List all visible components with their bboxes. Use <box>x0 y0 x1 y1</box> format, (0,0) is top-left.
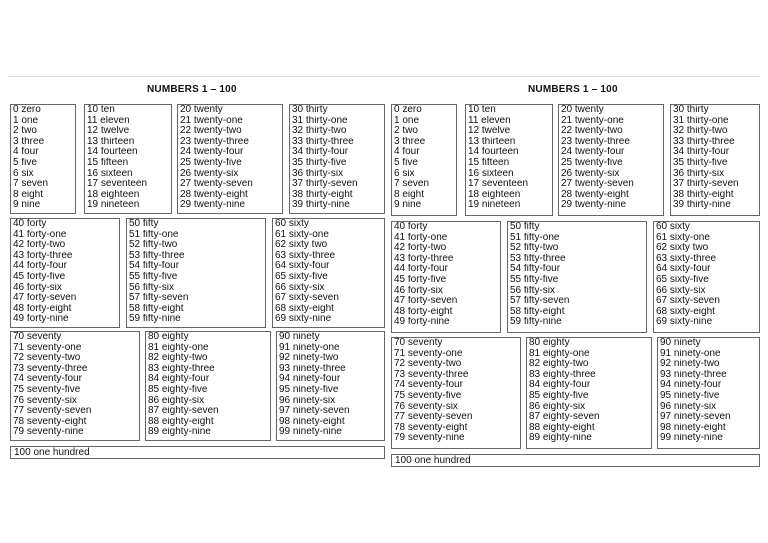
number-line: 29 twenty-nine <box>561 200 627 211</box>
number-line: 14 fourteen <box>468 147 519 158</box>
number-line: 19 nineteen <box>468 200 521 211</box>
number-line: 80 eighty <box>148 332 189 342</box>
sheet-title: NUMBERS 1 – 100 <box>147 84 237 95</box>
group-70-79 <box>10 331 140 441</box>
sheet-title: NUMBERS 1 – 100 <box>528 84 618 95</box>
number-line: 98 ninety-eight <box>660 422 726 433</box>
number-line: 31 thirty-one <box>673 115 729 126</box>
number-line: 15 fifteen <box>468 157 510 168</box>
number-line: 31 thirty-one <box>292 115 348 126</box>
number-line: 81 eighty-one <box>148 342 209 353</box>
number-line: 47 forty-seven <box>13 293 77 304</box>
number-line: 1 one <box>13 115 39 126</box>
number-line: 90 ninety <box>660 338 701 348</box>
group-10-19 <box>465 104 553 216</box>
number-line: 92 ninety-two <box>279 353 339 364</box>
number-line: 27 twenty-seven <box>180 179 253 190</box>
number-line: 30 thirty <box>292 105 328 115</box>
number-line: 76 seventy-six <box>13 395 77 406</box>
group-70-79 <box>391 337 521 449</box>
number-line: 11 eleven <box>468 115 511 126</box>
number-line: 13 thirteen <box>87 136 135 147</box>
number-line: 54 fifty-four <box>510 264 561 275</box>
number-line: 68 sixty-eight <box>656 306 715 317</box>
number-line: 96 ninety-six <box>660 401 717 412</box>
number-line: 92 ninety-two <box>660 359 720 370</box>
number-line: 51 fifty-one <box>510 232 560 243</box>
number-line: 89 eighty-nine <box>148 427 211 438</box>
number-line: 75 seventy-five <box>13 384 81 395</box>
number-line: 73 seventy-three <box>394 369 469 380</box>
number-line: 47 forty-seven <box>394 296 458 307</box>
number-line: 88 eighty-eight <box>529 422 595 433</box>
number-line: 97 ninety-seven <box>279 406 350 417</box>
number-line: 16 sixteen <box>468 168 514 179</box>
number-line: 29 twenty-nine <box>180 200 246 211</box>
number-line: 85 eighty-five <box>148 384 208 395</box>
number-line: 57 fifty-seven <box>510 296 570 307</box>
number-line: 2 two <box>394 126 418 137</box>
number-line: 71 seventy-one <box>13 342 82 353</box>
number-line: 20 twenty <box>561 105 604 115</box>
number-line: 53 fifty-three <box>510 253 566 264</box>
number-line: 44 forty-four <box>394 264 448 275</box>
number-line: 85 eighty-five <box>529 390 589 401</box>
number-line: 86 eighty-six <box>529 401 586 412</box>
number-line: 1 one <box>394 115 420 126</box>
number-line: 28 twenty-eight <box>180 189 248 200</box>
number-line: 52 fifty-two <box>510 243 559 254</box>
number-line: 68 sixty-eight <box>275 303 334 314</box>
group-40-49 <box>391 221 501 333</box>
number-line: 8 eight <box>13 189 44 200</box>
number-line: 74 seventy-four <box>394 380 463 391</box>
number-line: 23 twenty-three <box>180 136 249 147</box>
number-line: 48 forty-eight <box>13 303 72 314</box>
group-0-9 <box>391 104 457 216</box>
number-line: 77 seventy-seven <box>13 406 92 417</box>
number-line: 95 ninety-five <box>279 384 339 395</box>
number-line: 80 eighty <box>529 338 570 348</box>
number-line: 87 eighty-seven <box>148 406 219 417</box>
number-line: 44 forty-four <box>13 261 67 272</box>
number-line: 6 six <box>13 168 34 179</box>
number-line: 40 forty <box>394 222 428 232</box>
number-line: 63 sixty-three <box>656 253 717 264</box>
number-line: 49 forty-nine <box>394 317 450 328</box>
number-line: 66 sixty-six <box>275 282 325 293</box>
number-line: 78 seventy-eight <box>13 416 87 427</box>
number-line: 77 seventy-seven <box>394 412 473 423</box>
number-line: 26 twenty-six <box>561 168 620 179</box>
number-line: 65 sixty-five <box>275 271 328 282</box>
number-line: 35 thirty-five <box>673 157 728 168</box>
group-40-49 <box>10 218 120 328</box>
number-line: 42 forty-two <box>394 243 447 254</box>
number-line: 10 ten <box>87 105 115 115</box>
group-80-89 <box>145 331 271 441</box>
group-20-29 <box>177 104 283 214</box>
group-60-69 <box>653 221 760 333</box>
number-line: 93 ninety-three <box>660 369 727 380</box>
number-line: 33 thirty-three <box>673 136 735 147</box>
number-line: 72 seventy-two <box>394 359 462 370</box>
number-line: 60 sixty <box>656 222 690 232</box>
number-line: 39 thirty-nine <box>673 200 731 211</box>
number-line: 12 twelve <box>468 126 511 137</box>
number-line: 26 twenty-six <box>180 168 239 179</box>
number-line: 82 eighty-two <box>529 359 589 370</box>
number-line: 55 fifty-five <box>510 274 559 285</box>
number-line: 94 ninety-four <box>279 374 341 385</box>
number-line: 25 twenty-five <box>561 157 623 168</box>
footer-hundred: 100 one hundred <box>391 454 760 467</box>
number-line: 70 seventy <box>394 338 443 348</box>
number-line: 41 forty-one <box>394 232 448 243</box>
number-line: 12 twelve <box>87 126 130 137</box>
number-line: 14 fourteen <box>87 147 138 158</box>
number-line: 60 sixty <box>275 219 309 229</box>
number-line: 99 ninety-nine <box>660 433 723 444</box>
number-line: 7 seven <box>13 179 49 190</box>
number-line: 95 ninety-five <box>660 390 720 401</box>
number-line: 64 sixty-four <box>656 264 711 275</box>
number-line: 69 sixty-nine <box>656 317 713 328</box>
number-line: 45 forty-five <box>394 274 447 285</box>
number-line: 37 thirty-seven <box>292 179 358 190</box>
number-line: 62 sixty two <box>275 240 328 251</box>
number-line: 81 eighty-one <box>529 348 590 359</box>
number-line: 22 twenty-two <box>561 126 623 137</box>
number-line: 76 seventy-six <box>394 401 458 412</box>
number-line: 18 eighteen <box>468 189 521 200</box>
number-line: 70 seventy <box>13 332 62 342</box>
number-line: 13 thirteen <box>468 136 516 147</box>
number-line: 32 thirty-two <box>292 126 347 137</box>
number-line: 34 thirty-four <box>292 147 349 158</box>
group-50-59 <box>507 221 647 333</box>
number-line: 46 forty-six <box>13 282 62 293</box>
number-line: 18 eighteen <box>87 189 140 200</box>
number-line: 89 eighty-nine <box>529 433 592 444</box>
number-line: 41 forty-one <box>13 229 67 240</box>
number-line: 28 twenty-eight <box>561 189 629 200</box>
number-line: 17 seventeen <box>87 179 148 190</box>
number-line: 83 eighty-three <box>148 363 215 374</box>
number-line: 71 seventy-one <box>394 348 463 359</box>
number-line: 22 twenty-two <box>180 126 242 137</box>
number-line: 84 eighty-four <box>529 380 591 391</box>
number-line: 36 thirty-six <box>292 168 344 179</box>
number-line: 96 ninety-six <box>279 395 336 406</box>
number-line: 84 eighty-four <box>148 374 210 385</box>
number-line: 48 forty-eight <box>394 306 453 317</box>
number-line: 83 eighty-three <box>529 369 596 380</box>
number-line: 79 seventy-nine <box>394 433 465 444</box>
number-line: 66 sixty-six <box>656 285 706 296</box>
number-line: 30 thirty <box>673 105 709 115</box>
group-30-39 <box>670 104 760 216</box>
number-line: 23 twenty-three <box>561 136 630 147</box>
group-90-99 <box>276 331 385 441</box>
number-line: 32 thirty-two <box>673 126 728 137</box>
number-line: 5 five <box>13 157 37 168</box>
number-line: 34 thirty-four <box>673 147 730 158</box>
top-divider <box>8 76 760 77</box>
number-line: 74 seventy-four <box>13 374 82 385</box>
number-line: 20 twenty <box>180 105 223 115</box>
number-line: 87 eighty-seven <box>529 412 600 423</box>
number-line: 3 three <box>13 136 45 147</box>
number-line: 4 four <box>394 147 420 158</box>
number-line: 67 sixty-seven <box>275 293 339 304</box>
number-line: 10 ten <box>468 105 496 115</box>
number-line: 49 forty-nine <box>13 314 69 325</box>
number-line: 64 sixty-four <box>275 261 330 272</box>
number-line: 17 seventeen <box>468 179 529 190</box>
number-line: 4 four <box>13 147 39 158</box>
number-line: 73 seventy-three <box>13 363 88 374</box>
number-line: 59 fifty-nine <box>510 317 562 328</box>
number-line: 98 ninety-eight <box>279 416 345 427</box>
number-line: 94 ninety-four <box>660 380 722 391</box>
number-line: 54 fifty-four <box>129 261 180 272</box>
number-line: 8 eight <box>394 189 425 200</box>
number-line: 58 fifty-eight <box>510 306 565 317</box>
number-line: 9 nine <box>13 200 41 211</box>
group-10-19 <box>84 104 172 214</box>
number-line: 19 nineteen <box>87 200 140 211</box>
number-line: 59 fifty-nine <box>129 314 181 325</box>
number-line: 75 seventy-five <box>394 390 462 401</box>
number-line: 9 nine <box>394 200 422 211</box>
number-line: 7 seven <box>394 179 430 190</box>
number-line: 16 sixteen <box>87 168 133 179</box>
number-line: 27 twenty-seven <box>561 179 634 190</box>
number-line: 88 eighty-eight <box>148 416 214 427</box>
number-line: 50 fifty <box>510 222 540 232</box>
number-line: 24 twenty-four <box>561 147 625 158</box>
number-line: 56 fifty-six <box>129 282 175 293</box>
number-line: 39 thirty-nine <box>292 200 350 211</box>
number-line: 37 thirty-seven <box>673 179 739 190</box>
number-line: 93 ninety-three <box>279 363 346 374</box>
number-line: 52 fifty-two <box>129 240 178 251</box>
number-line: 79 seventy-nine <box>13 427 84 438</box>
number-line: 78 seventy-eight <box>394 422 468 433</box>
number-line: 72 seventy-two <box>13 353 81 364</box>
number-line: 58 fifty-eight <box>129 303 184 314</box>
number-line: 65 sixty-five <box>656 274 709 285</box>
number-line: 86 eighty-six <box>148 395 205 406</box>
number-line: 0 zero <box>394 105 422 115</box>
number-line: 63 sixty-three <box>275 250 336 261</box>
number-line: 38 thirty-eight <box>292 189 353 200</box>
group-80-89 <box>526 337 652 449</box>
footer-hundred: 100 one hundred <box>10 446 385 459</box>
number-line: 6 six <box>394 168 415 179</box>
number-line: 61 sixty-one <box>656 232 710 243</box>
number-line: 2 two <box>13 126 37 137</box>
group-60-69 <box>272 218 385 328</box>
number-line: 91 ninety-one <box>660 348 721 359</box>
number-line: 82 eighty-two <box>148 353 208 364</box>
number-line: 33 thirty-three <box>292 136 354 147</box>
number-line: 90 ninety <box>279 332 320 342</box>
group-20-29 <box>558 104 664 216</box>
number-line: 36 thirty-six <box>673 168 725 179</box>
group-30-39 <box>289 104 385 214</box>
group-50-59 <box>126 218 266 328</box>
number-line: 43 forty-three <box>394 253 454 264</box>
number-line: 50 fifty <box>129 219 159 229</box>
number-line: 61 sixty-one <box>275 229 329 240</box>
number-line: 25 twenty-five <box>180 157 242 168</box>
group-90-99 <box>657 337 760 449</box>
number-line: 91 ninety-one <box>279 342 340 353</box>
number-line: 45 forty-five <box>13 271 66 282</box>
number-line: 97 ninety-seven <box>660 412 731 423</box>
number-line: 69 sixty-nine <box>275 314 332 325</box>
number-line: 51 fifty-one <box>129 229 179 240</box>
number-line: 62 sixty two <box>656 243 709 254</box>
number-line: 3 three <box>394 136 426 147</box>
number-line: 42 forty-two <box>13 240 66 251</box>
number-line: 43 forty-three <box>13 250 73 261</box>
number-line: 99 ninety-nine <box>279 427 342 438</box>
number-line: 46 forty-six <box>394 285 443 296</box>
number-line: 56 fifty-six <box>510 285 556 296</box>
number-line: 5 five <box>394 157 418 168</box>
number-line: 21 twenty-one <box>561 115 624 126</box>
number-line: 11 eleven <box>87 115 130 126</box>
number-line: 21 twenty-one <box>180 115 243 126</box>
number-line: 38 thirty-eight <box>673 189 734 200</box>
group-0-9 <box>10 104 76 214</box>
number-line: 67 sixty-seven <box>656 296 720 307</box>
number-line: 15 fifteen <box>87 157 129 168</box>
number-line: 55 fifty-five <box>129 271 178 282</box>
number-line: 40 forty <box>13 219 47 229</box>
number-line: 57 fifty-seven <box>129 293 189 304</box>
number-line: 0 zero <box>13 105 41 115</box>
number-line: 53 fifty-three <box>129 250 185 261</box>
number-line: 35 thirty-five <box>292 157 347 168</box>
number-line: 24 twenty-four <box>180 147 244 158</box>
